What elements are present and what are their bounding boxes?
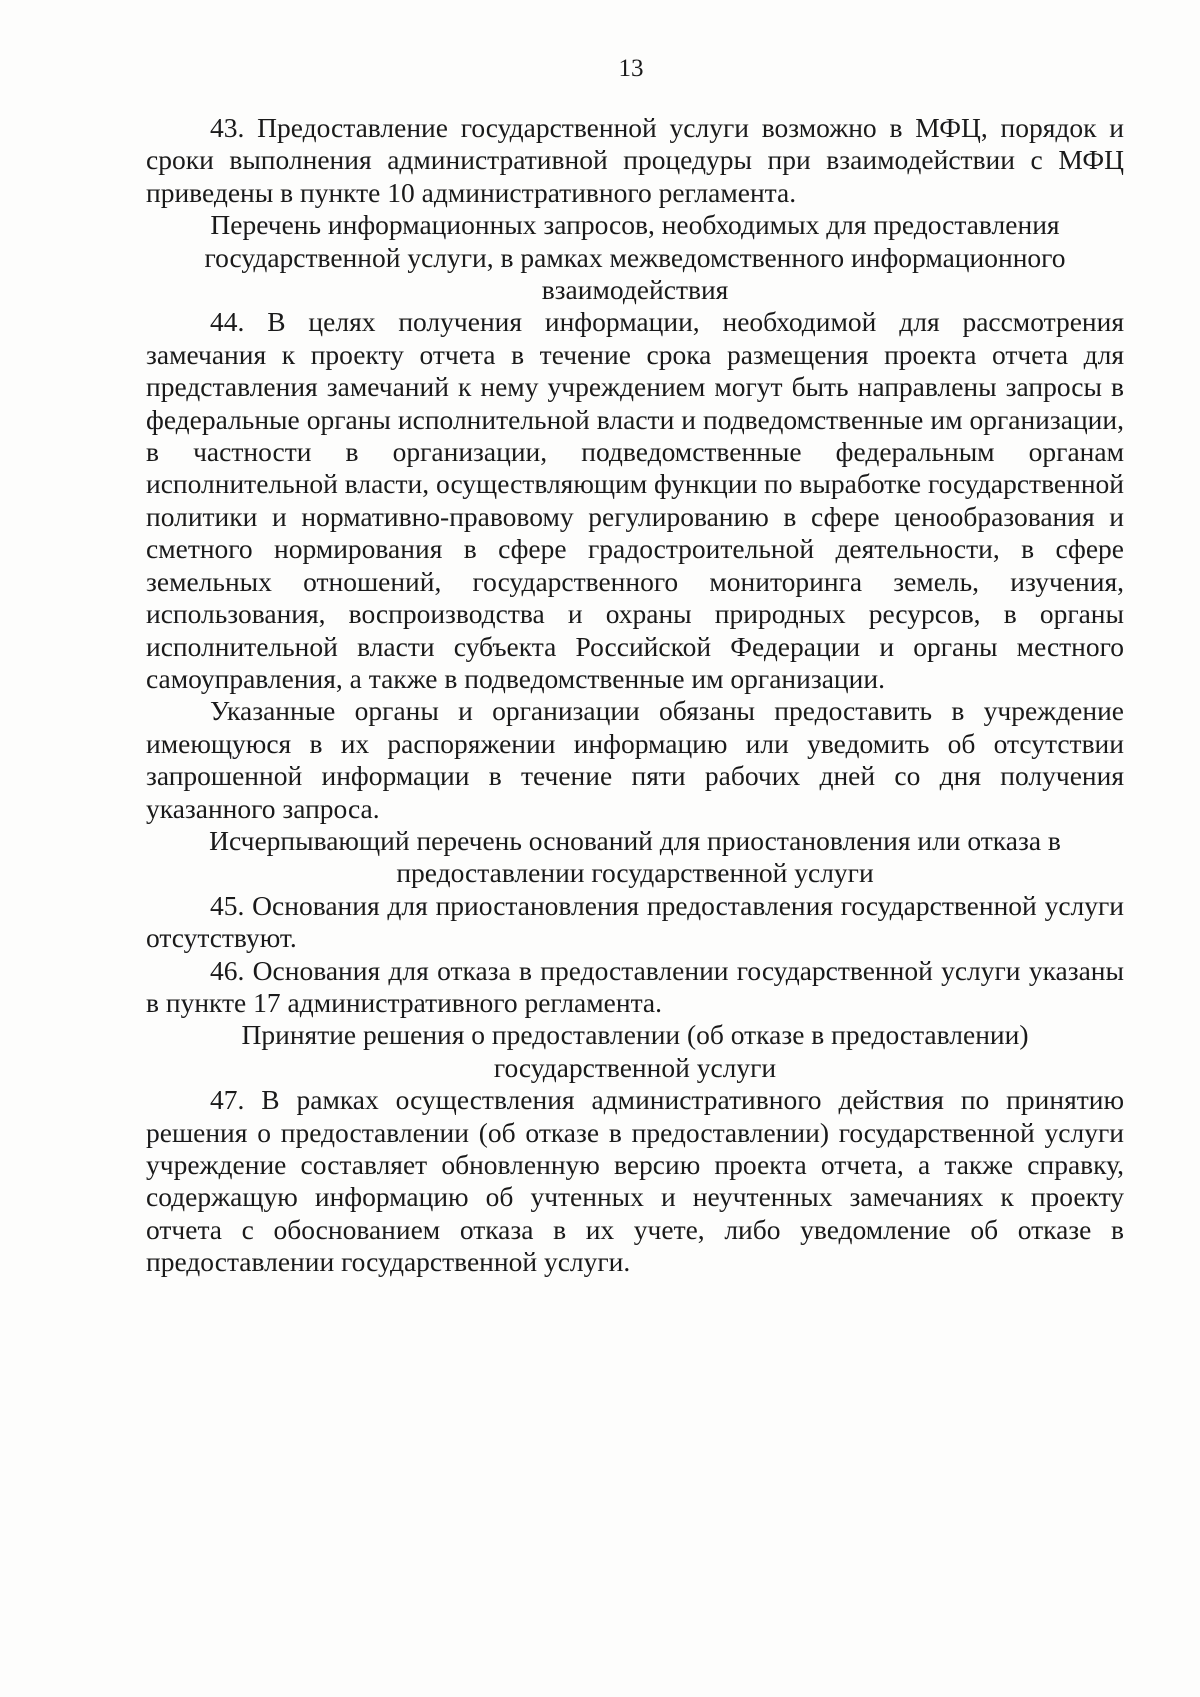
paragraph-45: 45. Основания для приостановления предоставления государственной услуги отсутствуют. [146,889,1124,954]
paragraph-43: 43. Предоставление государственной услуги возможно в МФЦ, порядок и сроки выполнения административной процедуры при взаимодействии с МФЦ приведены в пункте 10 административного регламента. [146,112,1124,208]
section-heading-interagency-requests: Перечень информационных запросов, необходимых для предоставления государственной услуги, в рамках межведомственного информационного взаимодействия [204,209,1066,306]
section-heading-grounds-for-refusal: Исчерпывающий перечень оснований для приостановления или отказа в предоставлении государственной услуги [209,824,1061,889]
page-number: 13 [618,55,644,82]
paragraph-44: 44. В целях получения информации, необходимой для рассмотрения замечания к проекту отчета в течение срока размещения проекта отчета для представления замечаний к нему учреждением могут быть направлены запросы в федеральные органы исполнительной власти и подведомственные им организации, в частности в организации, подведомственные федеральным органам исполнительной власти, осуществляющим функции по выработке государственной политики и нормативно-правовому регулированию в сфере ценообразования и сметного нормирования в сфере градостроительной деятельности, в сфере земельных отношений, государственного мониторинга земель, изучения, использования, воспроизводства и охраны природных ресурсов, в органы исполнительной власти субъекта Российской Федерации и органы местного самоуправления, а также в подведомственные им организации. [146,306,1124,694]
section-heading-decision: Принятие решения о предоставлении (об отказе в предоставлении) государственной услуги [241,1019,1029,1083]
paragraph-44-continued: Указанные органы и организации обязаны предоставить в учреждение имеющуюся в их распоряжении информацию или уведомить об отсутствии запрошенной информации в течение пяти рабочих дней со дня получения указанного запроса. [146,695,1124,824]
document-body [146,112,1124,1279]
paragraph-47: 47. В рамках осуществления административного действия по принятию решения о предоставлении (об отказе в предоставлении) государственной услуги учреждение составляет обновленную версию проекта отчета, а также справку, содержащую информацию об учтенных и неучтенных замечаниях к проекту отчета с обоснованием отказа в их учете, либо уведомление об отказе в предоставлении государственной услуги. [146,1084,1124,1278]
paragraph-46: 46. Основания для отказа в предоставлении государственной услуги указаны в пункте 17 административного регламента. [146,954,1124,1018]
